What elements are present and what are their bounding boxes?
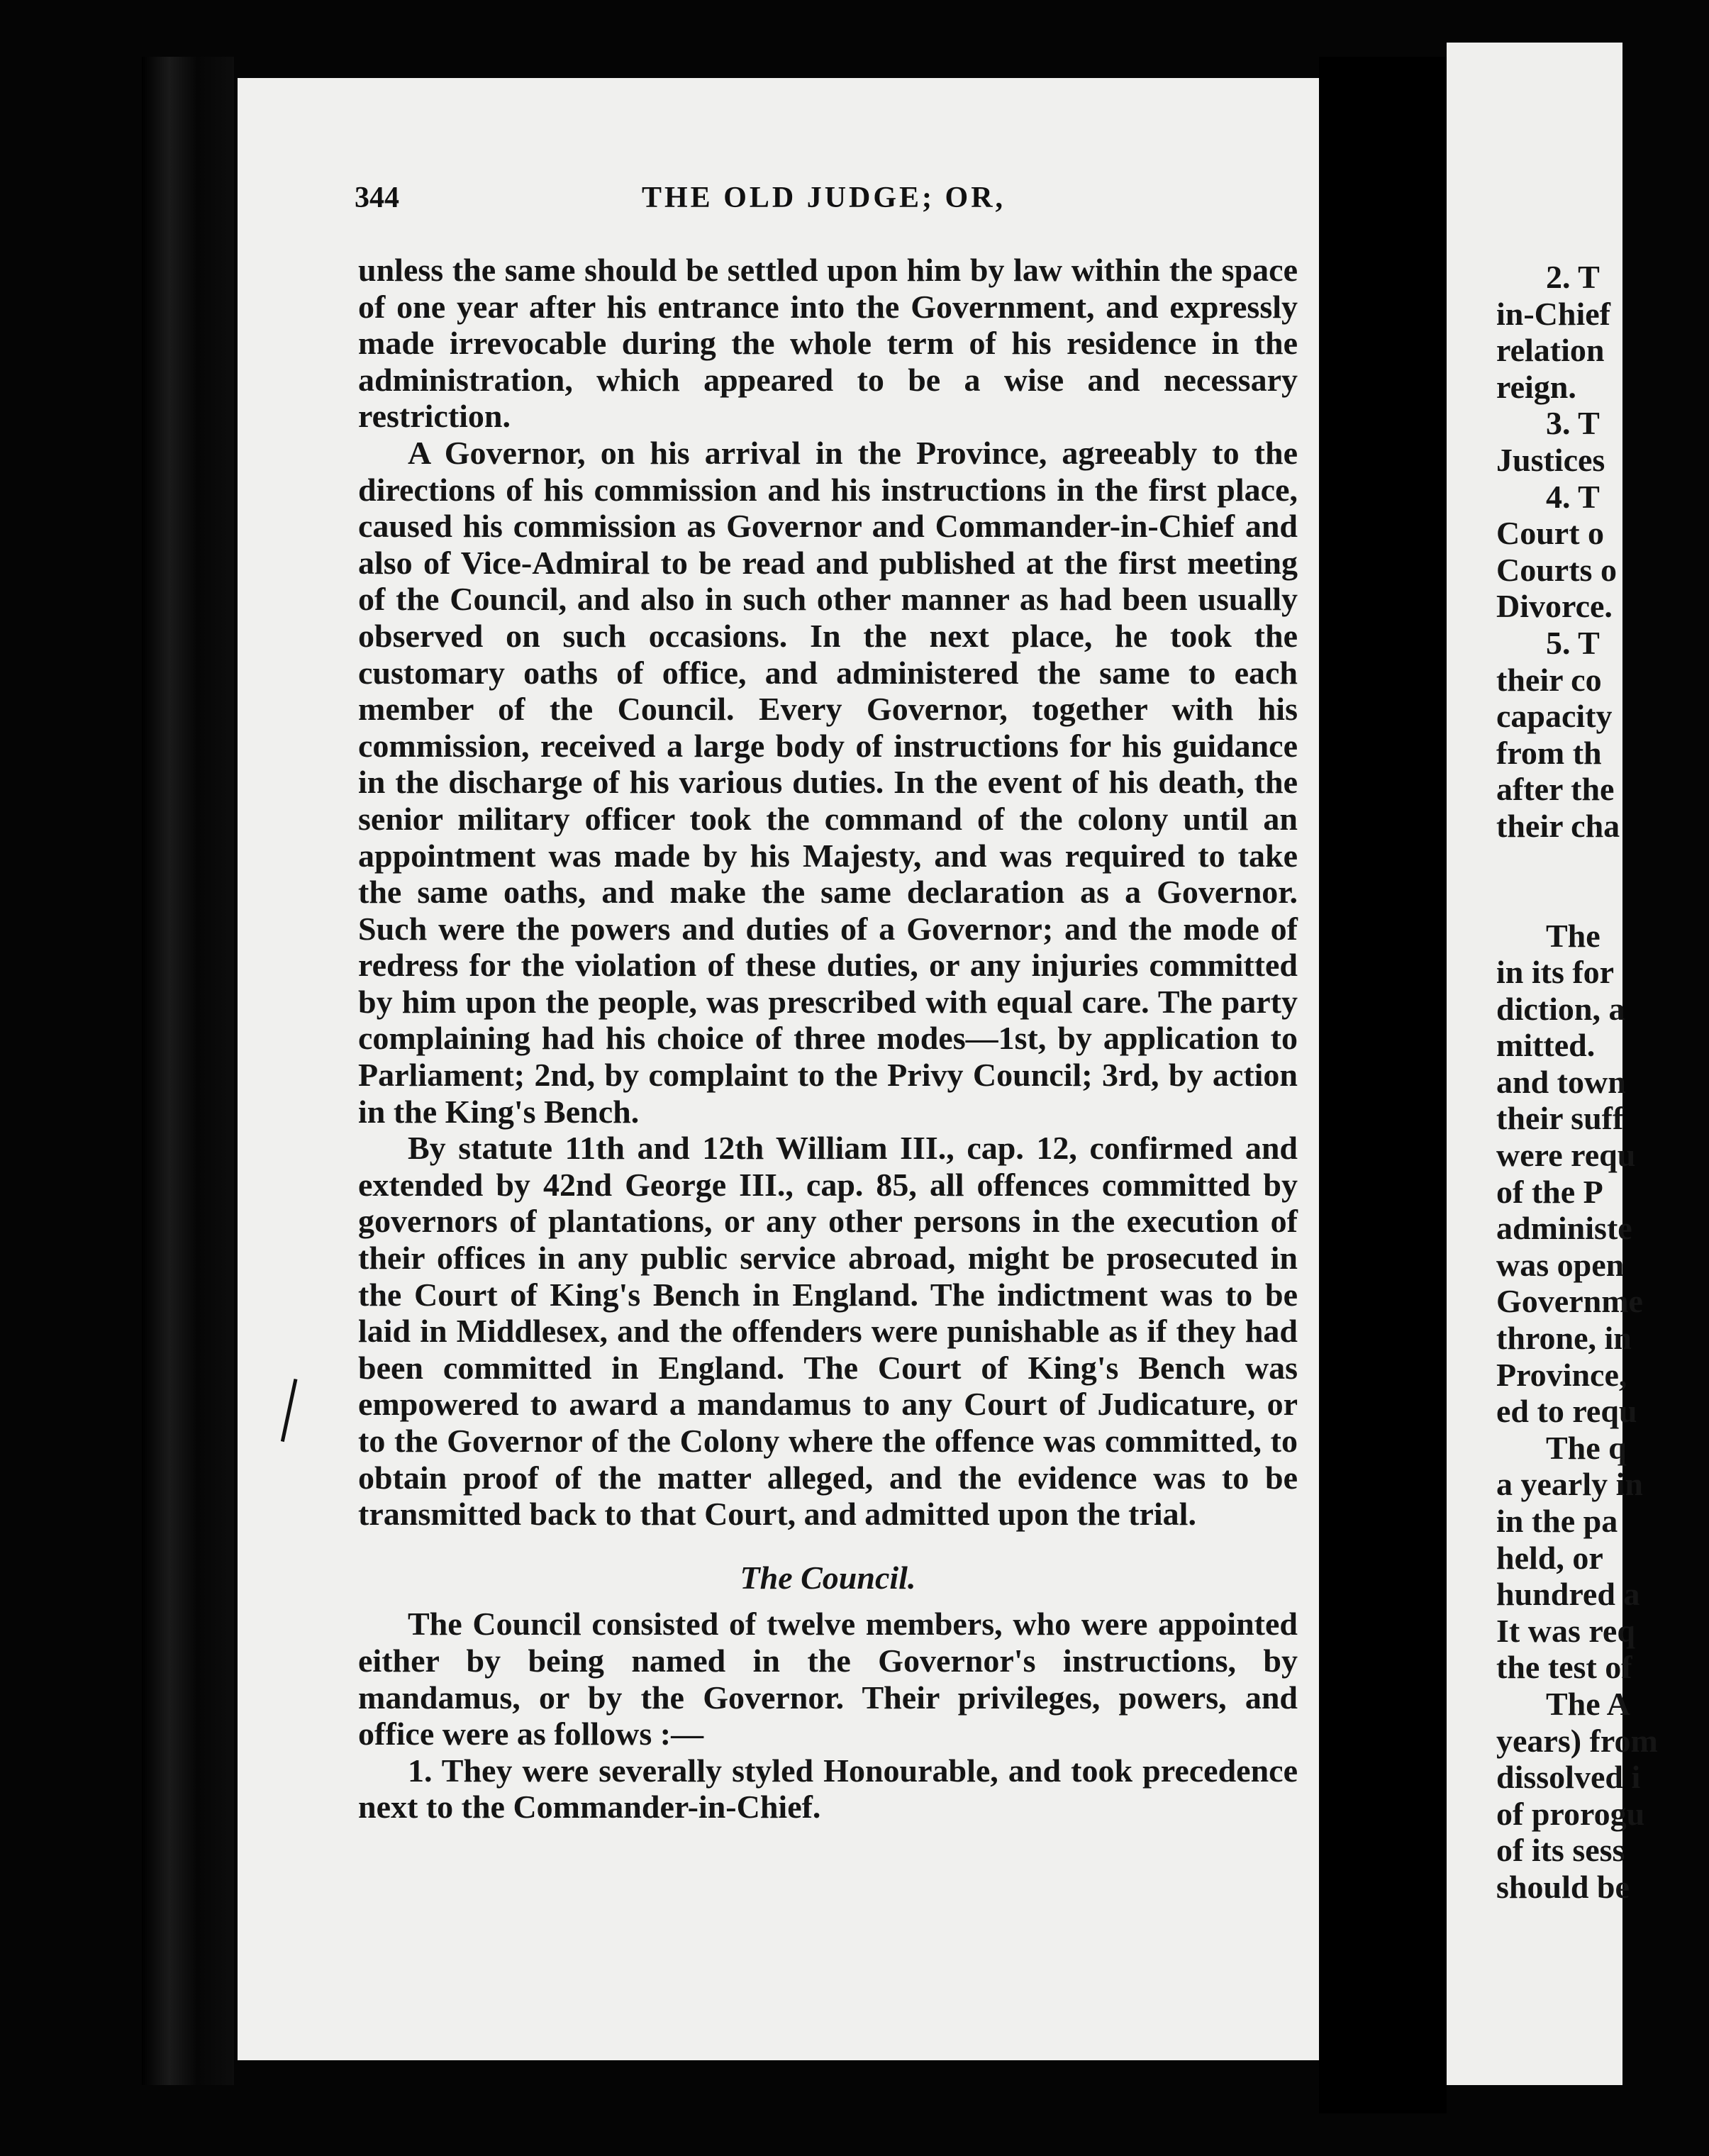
- right-line: Governme: [1496, 1283, 1643, 1320]
- right-line: of its sess: [1496, 1832, 1625, 1869]
- right-line: were requ: [1496, 1137, 1636, 1174]
- right-line: held, or: [1496, 1539, 1603, 1576]
- right-line: 5. T: [1546, 624, 1600, 661]
- right-line: The A: [1546, 1685, 1630, 1722]
- page-number: 344: [355, 182, 399, 214]
- right-line: in-Chief: [1496, 295, 1610, 332]
- right-line: their co: [1496, 661, 1602, 698]
- paragraph-council-intro: The Council consisted of twelve members, who were appointed either by being named in the Governor's instructions, by mandamus, or by the Governor. Their privileges, powers, and office were as follows :—: [358, 1606, 1298, 1752]
- right-page-text: [1496, 259, 1709, 1906]
- running-title: THE OLD JUDGE; OR,: [642, 182, 1006, 214]
- right-line: capacity: [1496, 698, 1613, 735]
- right-line: 4. T: [1546, 478, 1600, 515]
- right-page-fragment: [1447, 43, 1658, 2085]
- right-line: throne, in: [1496, 1320, 1632, 1357]
- right-line: their cha: [1496, 807, 1620, 844]
- book-gutter: [1319, 57, 1447, 2113]
- right-line: 3. T: [1546, 405, 1600, 442]
- right-line: diction, a: [1496, 990, 1625, 1027]
- right-line: in the pa: [1496, 1503, 1618, 1539]
- book-spine-shadow: [142, 57, 234, 2085]
- right-line: after the: [1496, 771, 1615, 808]
- paragraph-continuation: unless the same should be settled upon him by law within the space of one year after his entrance into the Government, and expressly made irrevocable during the whole term of his residence in the administration, which appeared to be a wise and necessary restriction.: [358, 252, 1298, 435]
- section-heading-council: The Council.: [740, 1559, 916, 1596]
- right-line: a yearly in: [1496, 1466, 1643, 1503]
- right-line: Divorce.: [1496, 588, 1613, 625]
- right-line: was open: [1496, 1246, 1625, 1283]
- paragraph-governor-arrival: A Governor, on his arrival in the Province, agreeably to the directions of his commission and his instructions in the first place, caused his commission as Governor and Commander-in-Chief and also of Vice-Admiral to be read and published at the first meeting of the Council, and also in such other manner as had been usually observed on such occasions. In the next place, he took the customary oaths of office, and administered the same to each member of the Council. Every Governor, together with his commission, received a large body of instructions for his guidance in the discharge of his various duties. In the event of his death, the senior military officer took the command of the colony until an appointment was made by his Majesty, and was required to take the same oaths, and make the same declaration as a Governor. Such were the powers and duties of a Governor; and the mode of redress for the violation of these duties, or any injuries committed by him upon the people, was prescribed with equal care. The party complaining had his choice of three modes—1st, by application to Parliament; 2nd, by complaint to the Privy Council; 3rd, by action in the King's Bench.: [358, 434, 1298, 1130]
- right-line: hundred a: [1496, 1576, 1640, 1613]
- right-line: in its for: [1496, 954, 1615, 991]
- paragraph-council-item-1: 1. They were severally styled Honourable, and took precedence next to the Commander-in-Chief.: [358, 1752, 1298, 1826]
- right-line: It was req: [1496, 1612, 1635, 1649]
- page-header: [355, 174, 1308, 223]
- right-line: the test of: [1496, 1649, 1632, 1686]
- right-line: dissolved i: [1496, 1759, 1641, 1796]
- right-line: 2. T: [1546, 259, 1600, 295]
- right-line: and town: [1496, 1063, 1626, 1100]
- right-line: Justices: [1496, 441, 1605, 478]
- left-page-body: [358, 252, 1298, 1826]
- right-line: administe: [1496, 1210, 1632, 1247]
- right-line: mitted.: [1496, 1027, 1596, 1064]
- right-line: Courts o: [1496, 551, 1617, 588]
- right-line: reign.: [1496, 368, 1576, 405]
- right-line: Province,: [1496, 1356, 1627, 1393]
- right-line: should be: [1496, 1868, 1630, 1905]
- right-line: from th: [1496, 734, 1602, 771]
- right-line: ed to requ: [1496, 1393, 1637, 1430]
- right-line: years) from: [1496, 1722, 1658, 1759]
- right-line: relation: [1496, 332, 1605, 369]
- right-line: Court o: [1496, 515, 1605, 552]
- paragraph-statute: By statute 11th and 12th William III., cap. 12, confirmed and extended by 42nd George III., cap. 85, all offences committed by governors of plantations, or any other persons in the execution of their offices in any public service abroad, might be prosecuted in the Court of King's Bench in England. The indictment was to be laid in Middlesex, and the offenders were punishable as if they had been committed in England. The Court of King's Bench was empowered to award a mandamus to any Court of Judicature, or to the Governor of the Colony where the offence was committed, to obtain proof of the matter alleged, and the evidence was to be transmitted back to that Court, and admitted upon the trial.: [358, 1130, 1298, 1533]
- right-line: of the P: [1496, 1173, 1603, 1210]
- right-line: their suff: [1496, 1100, 1624, 1137]
- right-line: The q: [1546, 1429, 1627, 1466]
- right-line: The: [1546, 917, 1601, 954]
- right-line: of prorogu: [1496, 1795, 1645, 1832]
